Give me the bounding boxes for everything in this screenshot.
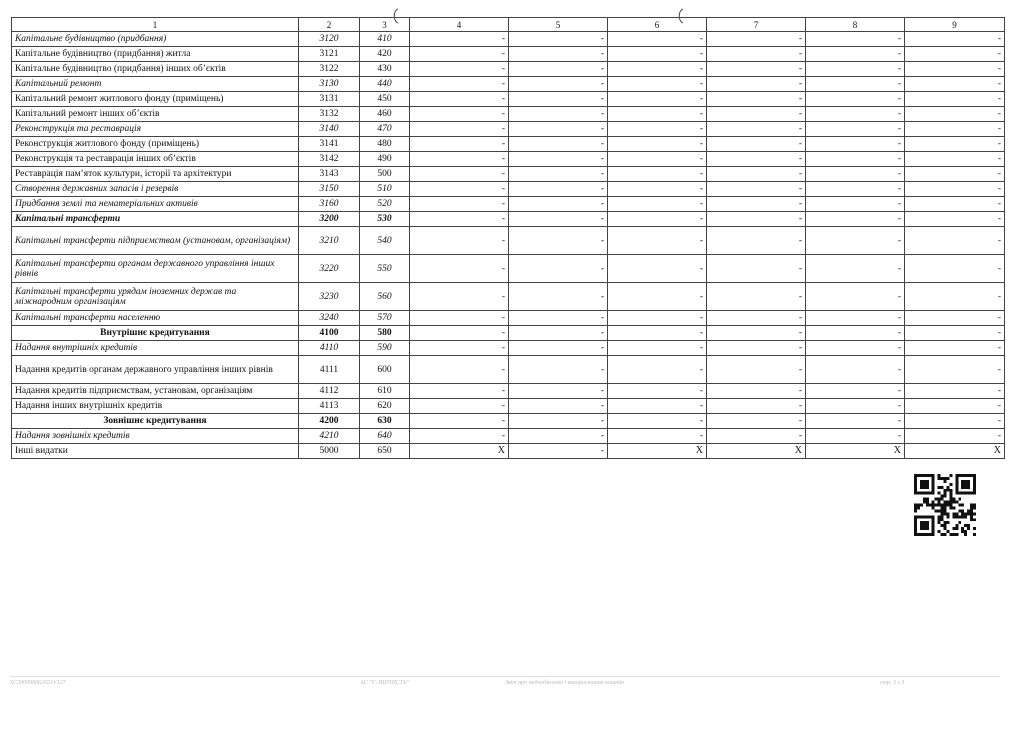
row-code: 5000 bbox=[299, 444, 360, 459]
row-value: - bbox=[410, 212, 509, 227]
footer-system-name: АС "Є-ЗВІТНІСТЬ" bbox=[360, 680, 410, 686]
row-value: - bbox=[806, 137, 905, 152]
row-value: - bbox=[905, 107, 1005, 122]
row-code: 4110 bbox=[299, 341, 360, 356]
row-value: - bbox=[608, 227, 707, 255]
table-row bbox=[12, 283, 1005, 311]
row-value: - bbox=[905, 283, 1005, 311]
row-name: Надання інших внутрішніх кредитів bbox=[12, 399, 299, 414]
row-value: - bbox=[509, 283, 608, 311]
row-value: - bbox=[707, 152, 806, 167]
row-value: - bbox=[509, 92, 608, 107]
row-value: - bbox=[905, 32, 1005, 47]
row-value: - bbox=[905, 356, 1005, 384]
row-code: 3120 bbox=[299, 32, 360, 47]
table-row bbox=[12, 311, 1005, 326]
row-value: - bbox=[509, 107, 608, 122]
column-number-row bbox=[12, 18, 1005, 32]
row-value: - bbox=[707, 283, 806, 311]
row-value: - bbox=[410, 311, 509, 326]
row-value: X bbox=[905, 444, 1005, 459]
row-value: - bbox=[410, 326, 509, 341]
row-value: - bbox=[707, 356, 806, 384]
row-name: Надання кредитів органам державного управління інших рівнів bbox=[12, 356, 299, 384]
row-value: - bbox=[806, 429, 905, 444]
row-value: - bbox=[410, 399, 509, 414]
row-value: - bbox=[707, 326, 806, 341]
footer-report-title: Звіт про надходження і використання коштів bbox=[505, 680, 624, 686]
row-value: - bbox=[707, 341, 806, 356]
table-row bbox=[12, 167, 1005, 182]
row-code: 3131 bbox=[299, 92, 360, 107]
table-row bbox=[12, 212, 1005, 227]
row-value: - bbox=[806, 92, 905, 107]
row-value: - bbox=[806, 399, 905, 414]
row-value: - bbox=[905, 92, 1005, 107]
row-value: - bbox=[806, 255, 905, 283]
table-row bbox=[12, 182, 1005, 197]
row-code: 3160 bbox=[299, 197, 360, 212]
row-value: - bbox=[410, 167, 509, 182]
row-value: - bbox=[905, 326, 1005, 341]
row-value: - bbox=[806, 107, 905, 122]
row-value: - bbox=[509, 62, 608, 77]
row-value: - bbox=[608, 283, 707, 311]
row-value: - bbox=[806, 122, 905, 137]
row-value: - bbox=[410, 341, 509, 356]
row-name: Зовнішнє кредитування bbox=[12, 414, 299, 429]
table-row bbox=[12, 32, 1005, 47]
row-code: 3142 bbox=[299, 152, 360, 167]
row-code: 3141 bbox=[299, 137, 360, 152]
row-name: Капітальне будівництво (придбання) інших об’єктів bbox=[12, 62, 299, 77]
row-value: - bbox=[509, 197, 608, 212]
row-value: - bbox=[509, 32, 608, 47]
row-line-code: 440 bbox=[360, 77, 410, 92]
table-row bbox=[12, 444, 1005, 459]
row-value: - bbox=[608, 137, 707, 152]
row-value: - bbox=[806, 32, 905, 47]
row-line-code: 550 bbox=[360, 255, 410, 283]
table-row bbox=[12, 62, 1005, 77]
row-value: - bbox=[509, 255, 608, 283]
row-value: - bbox=[410, 92, 509, 107]
row-value: - bbox=[806, 77, 905, 92]
column-number: 8 bbox=[806, 18, 905, 32]
row-name: Капітальний ремонт житлового фонду (приміщень) bbox=[12, 92, 299, 107]
table-row bbox=[12, 326, 1005, 341]
table-row bbox=[12, 429, 1005, 444]
row-value: - bbox=[707, 32, 806, 47]
row-name: Придбання землі та нематеріальних активів bbox=[12, 197, 299, 212]
row-value: - bbox=[707, 122, 806, 137]
row-value: - bbox=[509, 399, 608, 414]
row-code: 4113 bbox=[299, 399, 360, 414]
row-line-code: 410 bbox=[360, 32, 410, 47]
punch-hole-mark bbox=[391, 8, 401, 24]
table-row bbox=[12, 47, 1005, 62]
row-value: - bbox=[509, 384, 608, 399]
row-name: Внутрішнє кредитування bbox=[12, 326, 299, 341]
row-value: - bbox=[608, 182, 707, 197]
footer-document-code: SC300090062021V127 bbox=[10, 680, 66, 686]
row-value: X bbox=[608, 444, 707, 459]
column-number: 5 bbox=[509, 18, 608, 32]
row-value: - bbox=[608, 152, 707, 167]
row-name: Надання кредитів підприємствам, установам, організаціям bbox=[12, 384, 299, 399]
row-line-code: 460 bbox=[360, 107, 410, 122]
row-value: - bbox=[905, 182, 1005, 197]
row-value: - bbox=[608, 414, 707, 429]
row-value: - bbox=[509, 356, 608, 384]
row-value: - bbox=[608, 167, 707, 182]
row-value: - bbox=[905, 62, 1005, 77]
row-value: - bbox=[707, 429, 806, 444]
row-name: Створення державних запасів і резервів bbox=[12, 182, 299, 197]
row-name: Капітальний ремонт інших об’єктів bbox=[12, 107, 299, 122]
row-value: - bbox=[410, 384, 509, 399]
row-value: - bbox=[509, 77, 608, 92]
footer-page-number: стр. 3 з 3 bbox=[880, 680, 905, 686]
row-code: 4210 bbox=[299, 429, 360, 444]
row-value: - bbox=[608, 429, 707, 444]
column-number: 6 bbox=[608, 18, 707, 32]
row-value: - bbox=[806, 283, 905, 311]
row-value: - bbox=[905, 341, 1005, 356]
row-value: - bbox=[707, 137, 806, 152]
row-value: - bbox=[806, 341, 905, 356]
row-value: - bbox=[410, 47, 509, 62]
row-value: - bbox=[806, 197, 905, 212]
report-sheet bbox=[11, 17, 1005, 459]
row-value: - bbox=[509, 227, 608, 255]
row-code: 4200 bbox=[299, 414, 360, 429]
row-value: - bbox=[806, 212, 905, 227]
row-value: - bbox=[410, 62, 509, 77]
row-line-code: 620 bbox=[360, 399, 410, 414]
row-value: - bbox=[905, 122, 1005, 137]
row-value: - bbox=[707, 62, 806, 77]
row-value: - bbox=[509, 122, 608, 137]
row-line-code: 420 bbox=[360, 47, 410, 62]
row-value: - bbox=[608, 212, 707, 227]
row-value: - bbox=[410, 77, 509, 92]
row-value: - bbox=[509, 47, 608, 62]
row-line-code: 640 bbox=[360, 429, 410, 444]
table-row bbox=[12, 137, 1005, 152]
row-code: 3132 bbox=[299, 107, 360, 122]
table-row bbox=[12, 122, 1005, 137]
row-value: - bbox=[806, 414, 905, 429]
row-line-code: 480 bbox=[360, 137, 410, 152]
table-row bbox=[12, 384, 1005, 399]
row-value: - bbox=[905, 77, 1005, 92]
row-value: - bbox=[410, 227, 509, 255]
row-value: - bbox=[608, 77, 707, 92]
row-value: - bbox=[410, 255, 509, 283]
row-value: - bbox=[608, 326, 707, 341]
row-name: Капітальні трансферти населенню bbox=[12, 311, 299, 326]
row-value: - bbox=[509, 341, 608, 356]
row-value: - bbox=[806, 326, 905, 341]
row-value: - bbox=[707, 197, 806, 212]
row-value: - bbox=[509, 182, 608, 197]
row-value: - bbox=[806, 167, 905, 182]
table-row bbox=[12, 414, 1005, 429]
row-name: Надання зовнішніх кредитів bbox=[12, 429, 299, 444]
row-line-code: 650 bbox=[360, 444, 410, 459]
row-line-code: 610 bbox=[360, 384, 410, 399]
row-name: Капітальні трансферти урядам іноземних держав та міжнародним організаціям bbox=[12, 283, 299, 311]
row-code: 4112 bbox=[299, 384, 360, 399]
row-name: Реставрація пам’яток культури, історії та архітектури bbox=[12, 167, 299, 182]
row-value: - bbox=[509, 167, 608, 182]
row-value: - bbox=[806, 356, 905, 384]
row-value: - bbox=[905, 399, 1005, 414]
column-number: 7 bbox=[707, 18, 806, 32]
row-value: - bbox=[905, 429, 1005, 444]
row-name: Реконструкція та реставрація інших об’єктів bbox=[12, 152, 299, 167]
row-value: - bbox=[905, 384, 1005, 399]
row-line-code: 630 bbox=[360, 414, 410, 429]
row-value: - bbox=[410, 283, 509, 311]
row-value: - bbox=[707, 47, 806, 62]
row-name: Капітальні трансферти підприємствам (установам, організаціям) bbox=[12, 227, 299, 255]
qr-code bbox=[914, 474, 976, 536]
row-line-code: 560 bbox=[360, 283, 410, 311]
row-name: Капітальні трансферти органам державного управління інших рівнів bbox=[12, 255, 299, 283]
table-row bbox=[12, 255, 1005, 283]
row-code: 3240 bbox=[299, 311, 360, 326]
row-value: - bbox=[707, 399, 806, 414]
row-value: - bbox=[905, 47, 1005, 62]
table-row bbox=[12, 92, 1005, 107]
row-value: - bbox=[905, 212, 1005, 227]
punch-hole-mark bbox=[676, 8, 686, 24]
row-name: Реконструкція житлового фонду (приміщень) bbox=[12, 137, 299, 152]
row-value: - bbox=[707, 182, 806, 197]
column-number: 4 bbox=[410, 18, 509, 32]
row-value: - bbox=[410, 122, 509, 137]
row-line-code: 580 bbox=[360, 326, 410, 341]
row-line-code: 540 bbox=[360, 227, 410, 255]
row-line-code: 520 bbox=[360, 197, 410, 212]
table-row bbox=[12, 152, 1005, 167]
column-number: 9 bbox=[905, 18, 1005, 32]
row-value: - bbox=[707, 107, 806, 122]
row-value: - bbox=[410, 197, 509, 212]
column-number: 3 bbox=[360, 18, 410, 32]
row-value: - bbox=[806, 47, 905, 62]
row-value: - bbox=[608, 92, 707, 107]
row-value: - bbox=[905, 167, 1005, 182]
row-code: 3130 bbox=[299, 77, 360, 92]
row-value: - bbox=[707, 255, 806, 283]
column-number: 1 bbox=[12, 18, 299, 32]
row-code: 4100 bbox=[299, 326, 360, 341]
row-code: 3140 bbox=[299, 122, 360, 137]
row-value: - bbox=[410, 414, 509, 429]
row-value: - bbox=[509, 311, 608, 326]
row-value: - bbox=[410, 152, 509, 167]
row-name: Капітальний ремонт bbox=[12, 77, 299, 92]
expenditure-table bbox=[11, 17, 1005, 459]
row-name: Надання внутрішніх кредитів bbox=[12, 341, 299, 356]
row-code: 3122 bbox=[299, 62, 360, 77]
row-code: 3121 bbox=[299, 47, 360, 62]
row-value: - bbox=[806, 227, 905, 255]
row-name: Реконструкція та реставрація bbox=[12, 122, 299, 137]
row-value: - bbox=[509, 326, 608, 341]
row-line-code: 530 bbox=[360, 212, 410, 227]
row-line-code: 500 bbox=[360, 167, 410, 182]
row-code: 3220 bbox=[299, 255, 360, 283]
row-line-code: 430 bbox=[360, 62, 410, 77]
row-line-code: 490 bbox=[360, 152, 410, 167]
row-value: - bbox=[509, 137, 608, 152]
row-value: - bbox=[608, 32, 707, 47]
row-value: - bbox=[905, 227, 1005, 255]
row-code: 3210 bbox=[299, 227, 360, 255]
row-value: - bbox=[608, 341, 707, 356]
row-name: Капітальне будівництво (придбання) bbox=[12, 32, 299, 47]
page-footer bbox=[10, 678, 1000, 690]
table-row bbox=[12, 77, 1005, 92]
row-name: Капітальне будівництво (придбання) житла bbox=[12, 47, 299, 62]
row-name: Інші видатки bbox=[12, 444, 299, 459]
table-row bbox=[12, 341, 1005, 356]
row-code: 3230 bbox=[299, 283, 360, 311]
row-value: - bbox=[707, 92, 806, 107]
row-value: - bbox=[410, 32, 509, 47]
row-value: - bbox=[707, 77, 806, 92]
row-value: - bbox=[707, 414, 806, 429]
row-code: 3200 bbox=[299, 212, 360, 227]
row-value: - bbox=[410, 429, 509, 444]
row-value: - bbox=[509, 212, 608, 227]
table-row bbox=[12, 399, 1005, 414]
row-line-code: 450 bbox=[360, 92, 410, 107]
row-value: - bbox=[410, 107, 509, 122]
row-value: - bbox=[905, 311, 1005, 326]
row-code: 3143 bbox=[299, 167, 360, 182]
table-row bbox=[12, 107, 1005, 122]
row-value: - bbox=[806, 384, 905, 399]
table-row bbox=[12, 197, 1005, 212]
row-line-code: 570 bbox=[360, 311, 410, 326]
row-value: - bbox=[806, 62, 905, 77]
row-line-code: 590 bbox=[360, 341, 410, 356]
row-value: - bbox=[806, 152, 905, 167]
row-value: - bbox=[905, 197, 1005, 212]
row-value: - bbox=[707, 167, 806, 182]
row-value: - bbox=[905, 414, 1005, 429]
row-line-code: 470 bbox=[360, 122, 410, 137]
row-value: - bbox=[905, 255, 1005, 283]
row-code: 3150 bbox=[299, 182, 360, 197]
row-value: - bbox=[608, 311, 707, 326]
row-code: 4111 bbox=[299, 356, 360, 384]
row-value: - bbox=[608, 62, 707, 77]
row-value: - bbox=[707, 227, 806, 255]
row-value: - bbox=[707, 212, 806, 227]
row-value: - bbox=[608, 356, 707, 384]
table-row bbox=[12, 227, 1005, 255]
row-value: - bbox=[608, 107, 707, 122]
column-number: 2 bbox=[299, 18, 360, 32]
row-value: - bbox=[509, 429, 608, 444]
row-value: - bbox=[608, 384, 707, 399]
row-value: X bbox=[806, 444, 905, 459]
row-value: - bbox=[806, 311, 905, 326]
row-value: - bbox=[608, 399, 707, 414]
row-value: - bbox=[509, 414, 608, 429]
row-value: - bbox=[509, 152, 608, 167]
row-value: - bbox=[806, 182, 905, 197]
table-body bbox=[12, 18, 1005, 459]
table-row bbox=[12, 356, 1005, 384]
row-line-code: 600 bbox=[360, 356, 410, 384]
row-value: - bbox=[608, 47, 707, 62]
row-value: - bbox=[707, 384, 806, 399]
row-value: - bbox=[905, 152, 1005, 167]
row-value: - bbox=[410, 182, 509, 197]
row-value: X bbox=[707, 444, 806, 459]
row-value: - bbox=[707, 311, 806, 326]
row-line-code: 510 bbox=[360, 182, 410, 197]
row-value: X bbox=[410, 444, 509, 459]
footer-divider bbox=[10, 676, 1000, 677]
row-name: Капітальні трансферти bbox=[12, 212, 299, 227]
row-value: - bbox=[608, 255, 707, 283]
row-value: - bbox=[608, 197, 707, 212]
row-value: - bbox=[410, 356, 509, 384]
row-value: - bbox=[905, 137, 1005, 152]
row-value: - bbox=[608, 122, 707, 137]
row-value: - bbox=[509, 444, 608, 459]
row-value: - bbox=[410, 137, 509, 152]
